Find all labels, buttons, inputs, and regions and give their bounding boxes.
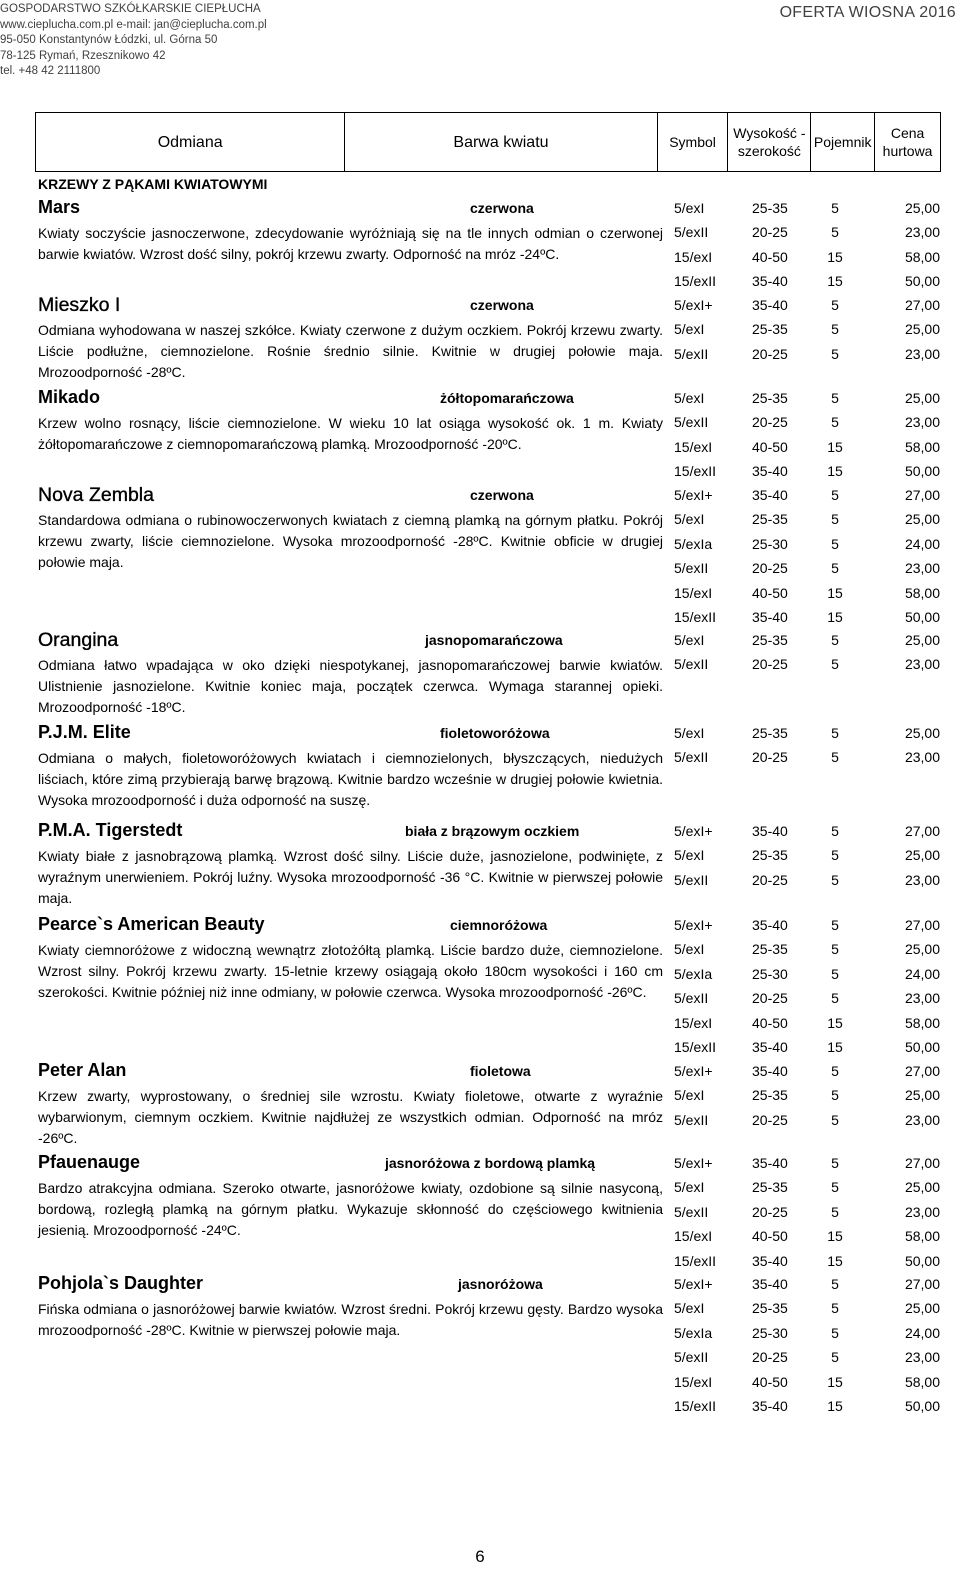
pot-cell: 15: [827, 584, 843, 601]
price-cell: 23,00: [904, 1111, 940, 1128]
price-options: [672, 484, 944, 630]
price-row: [672, 1273, 944, 1297]
height-cell: 20-25: [752, 414, 788, 431]
variety-description: Fińska odmiana o jasnoróżowej barwie kwiatów. Wzrost średni. Pokrój krzewu gęsty. Bardzo wysoka mrozoodporność -28ºC. Kwitnie w pierwszej połowie maja.: [38, 1301, 663, 1338]
price-row: [672, 270, 944, 294]
height-cell: 20-25: [752, 871, 788, 888]
price-cell: 25,00: [904, 847, 940, 864]
variety-description: Odmiana o małych, fioletoworóżowych kwiatach i ciemnozielonych, błyszczących, niedużych liściach, które zimą przybierają barwę brązową. Kwitnie bardzo wcześnie w drugiej połowie kwietnia. Wysoka mrozoodporność i duża odporność na suszę.: [38, 750, 663, 808]
height-cell: 25-35: [752, 941, 788, 958]
price-row: [672, 987, 944, 1011]
symbol-cell: 15/exI: [674, 1014, 713, 1031]
price-cell: 25,00: [904, 725, 940, 741]
symbol-cell: 15/exI: [674, 584, 713, 601]
flower-color: czerwona: [470, 487, 534, 503]
symbol-cell: 5/exI+: [674, 1063, 713, 1079]
flower-color: fioletoworóżowa: [440, 725, 550, 741]
price-options: [672, 629, 944, 678]
height-cell: 35-40: [752, 487, 788, 503]
price-options: [672, 722, 944, 771]
height-cell: 20-25: [752, 656, 788, 673]
symbol-cell: 15/exII: [674, 608, 717, 625]
price-cell: 58,00: [904, 1228, 940, 1245]
height-cell: 20-25: [752, 749, 788, 766]
offer-title: OFERTA WIOSNA 2016: [779, 4, 956, 21]
pot-cell: 5: [831, 1324, 839, 1341]
price-options: [672, 914, 944, 1060]
pot-cell: 5: [831, 414, 839, 431]
symbol-cell: 5/exI+: [674, 297, 713, 313]
price-cell: 25,00: [904, 1087, 940, 1104]
height-cell: 40-50: [752, 248, 788, 265]
pot-cell: 5: [831, 1300, 839, 1317]
price-row: [672, 246, 944, 270]
pot-cell: 5: [831, 511, 839, 528]
flower-color: żółtopomarańczowa: [440, 390, 574, 406]
price-cell: 23,00: [904, 871, 940, 888]
price-cell: 58,00: [904, 584, 940, 601]
symbol-cell: 5/exII: [674, 990, 709, 1007]
price-options: [672, 1152, 944, 1274]
price-cell: 27,00: [904, 297, 940, 313]
price-cell: 27,00: [904, 823, 940, 839]
height-cell: 40-50: [752, 1014, 788, 1031]
price-row: [672, 1395, 944, 1419]
price-row: [672, 869, 944, 893]
symbol-cell: 5/exI: [674, 941, 705, 958]
price-cell: 24,00: [904, 535, 940, 552]
price-row: [672, 1176, 944, 1200]
price-cell: 50,00: [904, 273, 940, 290]
variety-description: Krzew wolno rosnący, liście ciemnozielone. W wieku 10 lat osiąga wysokość ok. 1 m. Kwiaty żółtopomarańczowe z ciemnopomarańczową plamką. Mrozoodporność -20ºC.: [38, 415, 663, 452]
price-row: [672, 1371, 944, 1395]
height-cell: 25-30: [752, 535, 788, 552]
symbol-cell: 5/exI: [674, 632, 705, 648]
symbol-cell: 5/exII: [674, 414, 709, 431]
pot-cell: 15: [827, 608, 843, 625]
col-barwa: Barwa kwiatu: [345, 113, 657, 171]
pot-cell: 5: [831, 535, 839, 552]
price-row: [672, 1250, 944, 1274]
price-cell: 24,00: [904, 965, 940, 982]
variety-name: Mieszko I: [38, 294, 121, 316]
price-options: [672, 387, 944, 485]
symbol-cell: 5/exII: [674, 749, 709, 766]
pot-cell: 15: [827, 1038, 843, 1055]
height-cell: 25-35: [752, 390, 788, 406]
symbol-cell: 5/exI+: [674, 823, 713, 839]
pot-cell: 5: [831, 345, 839, 362]
variety-description: Krzew zwarty, wyprostowany, o średniej sile wzrostu. Kwiaty fioletowe, otwarte z wyraźnie wybarwionym, ciemnym oczkiem. Kwitnie najdłużej ze wszystkich odmian. Odporność na mróz -26ºC.: [38, 1088, 663, 1146]
price-row: [672, 1225, 944, 1249]
height-cell: 25-35: [752, 200, 788, 216]
variety-name: Nova Zembla: [38, 484, 154, 506]
pot-cell: 5: [831, 871, 839, 888]
price-row: [672, 582, 944, 606]
variety-name: Orangina: [38, 629, 119, 651]
pot-cell: 15: [827, 438, 843, 455]
price-cell: 50,00: [904, 1397, 940, 1414]
pot-cell: 15: [827, 248, 843, 265]
price-cell: 58,00: [904, 1373, 940, 1390]
price-row: [672, 629, 944, 653]
variety-name: Mikado: [38, 387, 101, 407]
price-cell: 23,00: [904, 1203, 940, 1220]
price-cell: 23,00: [904, 1349, 940, 1366]
price-cell: 50,00: [904, 1252, 940, 1269]
pot-cell: 5: [831, 656, 839, 673]
pot-cell: 5: [831, 1087, 839, 1104]
pot-cell: 5: [831, 321, 839, 338]
flower-color: czerwona: [470, 200, 534, 216]
price-cell: 25,00: [904, 632, 940, 648]
height-cell: 35-40: [752, 608, 788, 625]
price-row: [672, 436, 944, 460]
pot-cell: 5: [831, 965, 839, 982]
variety-description: Standardowa odmiana o rubinowoczerwonych kwiatach z ciemną plamką na górnym płatku. Pokrój krzewu zwarty, liście ciemnozielone. Wysoka mrozoodporność -28ºC. Kwitnie obficie w drugiej połowie maja.: [38, 512, 663, 570]
price-row: [672, 387, 944, 411]
pot-cell: 5: [831, 487, 839, 503]
symbol-cell: 5/exI: [674, 1087, 705, 1104]
variety-description: Kwiaty soczyście jasnoczerwone, zdecydowanie wyróżniają się na tle innych odmian o czerwonej barwie kwiatów. Wzrost dość silny, pokrój krzewu zwarty. Odporność na mróz -24ºC.: [38, 225, 663, 262]
symbol-cell: 5/exII: [674, 1203, 709, 1220]
height-cell: 40-50: [752, 438, 788, 455]
price-row: [672, 508, 944, 532]
price-cell: 27,00: [904, 917, 940, 933]
price-row: [672, 460, 944, 484]
height-cell: 35-40: [752, 1252, 788, 1269]
pot-cell: 15: [827, 1397, 843, 1414]
height-cell: 35-40: [752, 297, 788, 313]
price-cell: 23,00: [904, 224, 940, 241]
price-cell: 24,00: [904, 1324, 940, 1341]
col-wysokosc: [728, 113, 811, 171]
pot-cell: 5: [831, 1349, 839, 1366]
height-cell: 35-40: [752, 823, 788, 839]
symbol-cell: 5/exI: [674, 511, 705, 528]
price-row: [672, 221, 944, 245]
price-cell: 25,00: [904, 1300, 940, 1317]
price-row: [672, 294, 944, 318]
variety-description: Bardzo atrakcyjna odmiana. Szeroko otwarte, jasnoróżowe kwiaty, ozdobione są silnie nasyconą, bordową, rozległą plamką na górnym płatku. Wykazuje skłonność do częściowego kwitnienia jesienią. Mrozoodporność -24ºC.: [38, 1180, 663, 1238]
price-row: [672, 914, 944, 938]
height-cell: 25-35: [752, 321, 788, 338]
price-row: [672, 484, 944, 508]
price-row: [672, 1152, 944, 1176]
price-options: [672, 1273, 944, 1419]
company-name: GOSPODARSTWO SZKÓŁKARSKIE CIEPŁUCHA: [0, 3, 261, 15]
symbol-cell: 5/exI+: [674, 1276, 713, 1292]
company-web-email: www.cieplucha.com.pl e-mail: jan@cieplucha.com.pl: [0, 18, 267, 31]
price-cell: 27,00: [904, 1063, 940, 1079]
col-odmiana: Odmiana: [36, 113, 345, 171]
height-cell: 35-40: [752, 1155, 788, 1171]
height-cell: 40-50: [752, 584, 788, 601]
col-cena: [875, 113, 940, 171]
height-cell: 25-35: [752, 725, 788, 741]
pot-cell: 5: [831, 200, 839, 216]
pot-cell: 5: [831, 297, 839, 313]
symbol-cell: 5/exII: [674, 560, 709, 577]
pot-cell: 5: [831, 990, 839, 1007]
pot-cell: 5: [831, 725, 839, 741]
price-row: [672, 653, 944, 677]
pot-cell: 5: [831, 1063, 839, 1079]
pot-cell: 15: [827, 273, 843, 290]
price-row: [672, 820, 944, 844]
price-row: [672, 557, 944, 581]
height-cell: 20-25: [752, 1349, 788, 1366]
pot-cell: 5: [831, 749, 839, 766]
pot-cell: 5: [831, 560, 839, 577]
price-row: [672, 1322, 944, 1346]
symbol-cell: 5/exI: [674, 725, 705, 741]
pot-cell: 5: [831, 1155, 839, 1171]
price-row: [672, 844, 944, 868]
col-pojemnik: Pojemnik: [811, 113, 875, 171]
col-wysokosc-line2: szerokość: [737, 143, 801, 159]
height-cell: 35-40: [752, 1397, 788, 1414]
pot-cell: 5: [831, 1203, 839, 1220]
price-cell: 25,00: [904, 321, 940, 338]
price-cell: 23,00: [904, 749, 940, 766]
symbol-cell: 5/exII: [674, 345, 709, 362]
symbol-cell: 5/exI: [674, 200, 705, 216]
price-row: [672, 1297, 944, 1321]
height-cell: 40-50: [752, 1373, 788, 1390]
height-cell: 25-35: [752, 847, 788, 864]
column-header-table: [35, 112, 941, 172]
symbol-cell: 5/exIa: [674, 965, 713, 982]
symbol-cell: 5/exI+: [674, 917, 713, 933]
symbol-cell: 5/exIa: [674, 1324, 713, 1341]
pot-cell: 5: [831, 632, 839, 648]
pot-cell: 5: [831, 941, 839, 958]
symbol-cell: 15/exI: [674, 438, 713, 455]
price-row: [672, 722, 944, 746]
price-row: [672, 1109, 944, 1133]
col-symbol: Symbol: [658, 113, 729, 171]
height-cell: 20-25: [752, 345, 788, 362]
price-cell: 50,00: [904, 608, 940, 625]
price-cell: 23,00: [904, 560, 940, 577]
variety-name: Pfauenauge: [38, 1152, 141, 1172]
symbol-cell: 15/exI: [674, 1228, 713, 1245]
price-row: [672, 606, 944, 630]
flower-color: ciemnoróżowa: [450, 917, 548, 933]
pot-cell: 5: [831, 224, 839, 241]
pot-cell: 5: [831, 1111, 839, 1128]
price-options: [672, 820, 944, 893]
pot-cell: 15: [827, 463, 843, 480]
price-row: [672, 963, 944, 987]
symbol-cell: 5/exIa: [674, 535, 713, 552]
symbol-cell: 5/exI: [674, 1179, 705, 1196]
height-cell: 35-40: [752, 1038, 788, 1055]
symbol-cell: 5/exII: [674, 871, 709, 888]
height-cell: 20-25: [752, 560, 788, 577]
flower-color: biała z brązowym oczkiem: [405, 823, 580, 839]
symbol-cell: 15/exII: [674, 1397, 717, 1414]
variety-name: P.M.A. Tigerstedt: [38, 820, 183, 840]
price-cell: 58,00: [904, 248, 940, 265]
price-row: [672, 1084, 944, 1108]
pot-cell: 15: [827, 1252, 843, 1269]
height-cell: 35-40: [752, 1063, 788, 1079]
symbol-cell: 5/exI: [674, 847, 705, 864]
symbol-cell: 15/exI: [674, 248, 713, 265]
price-row: [672, 197, 944, 221]
company-header: [0, 2, 267, 80]
pot-cell: 15: [827, 1014, 843, 1031]
company-address-2: 78-125 Rymań, Rzesznikowo 42: [0, 49, 166, 62]
price-cell: 23,00: [904, 345, 940, 362]
flower-color: fioletowa: [470, 1063, 531, 1079]
symbol-cell: 15/exII: [674, 273, 717, 290]
price-options: [672, 294, 944, 367]
variety-description: Odmiana wyhodowana w naszej szkółce. Kwiaty czerwone z dużym oczkiem. Pokrój krzewu zwarty. Liście podłużne, ciemnozielone. Rośnie średnio silnie. Kwitnie w drugiej połowie maja. Mrozoodporność -28ºC.: [38, 322, 663, 380]
price-row: [672, 1036, 944, 1060]
symbol-cell: 5/exII: [674, 1111, 709, 1128]
pot-cell: 5: [831, 917, 839, 933]
variety-description: Odmiana łatwo wpadająca w oko dzięki niespotykanej, jasnopomarańczowej barwie kwiatów. Ulistnienie jasnozielone. Kwitnie koniec maja, początek czerwca. Wymaga starannej opieki. Mrozoodporność -18ºC.: [38, 657, 663, 715]
pot-cell: 5: [831, 1179, 839, 1196]
variety-name: Mars: [38, 197, 81, 217]
height-cell: 25-30: [752, 1324, 788, 1341]
height-cell: 25-35: [752, 1087, 788, 1104]
price-cell: 58,00: [904, 1014, 940, 1031]
price-row: [672, 746, 944, 770]
price-cell: 25,00: [904, 941, 940, 958]
symbol-cell: 15/exII: [674, 463, 717, 480]
price-cell: 50,00: [904, 463, 940, 480]
symbol-cell: 5/exII: [674, 1349, 709, 1366]
symbol-cell: 5/exII: [674, 224, 709, 241]
company-phone: tel. +48 42 2111800: [0, 65, 101, 77]
height-cell: 25-30: [752, 965, 788, 982]
flower-color: jasnoróżowa: [458, 1276, 543, 1292]
height-cell: 25-35: [752, 1179, 788, 1196]
price-cell: 50,00: [904, 1038, 940, 1055]
price-cell: 25,00: [904, 200, 940, 216]
symbol-cell: 5/exII: [674, 656, 709, 673]
height-cell: 25-35: [752, 511, 788, 528]
price-cell: 25,00: [904, 390, 940, 406]
price-cell: 23,00: [904, 990, 940, 1007]
symbol-cell: 5/exI+: [674, 1155, 713, 1171]
price-cell: 25,00: [904, 511, 940, 528]
variety-description: Kwiaty ciemnoróżowe z widoczną wewnątrz złotożółtą plamką. Liście bardzo duże, ciemnozielone. Wzrost silny. Pokrój krzewu zwarty. 15-letnie krzewy osiągają około 180cm wysokości i 160 cm szerokości. Kwitnie później niż inne odmiany, w połowie czerwca. Wysoka mrozoodporność -26ºC.: [38, 942, 663, 1000]
height-cell: 35-40: [752, 1276, 788, 1292]
price-cell: 27,00: [904, 1276, 940, 1292]
price-cell: 23,00: [904, 656, 940, 673]
variety-name: Peter Alan: [38, 1060, 127, 1080]
variety-name: Pohjola`s Daughter: [38, 1273, 204, 1293]
price-row: [672, 533, 944, 557]
variety-name: P.J.M. Elite: [38, 722, 131, 742]
price-row: [672, 1060, 944, 1084]
symbol-cell: 15/exII: [674, 1252, 717, 1269]
price-row: [672, 1346, 944, 1370]
page-number: 6: [475, 1547, 485, 1566]
pot-cell: 5: [831, 390, 839, 406]
price-row: [672, 1201, 944, 1225]
height-cell: 35-40: [752, 917, 788, 933]
height-cell: 20-25: [752, 1203, 788, 1220]
height-cell: 25-35: [752, 1300, 788, 1317]
height-cell: 40-50: [752, 1228, 788, 1245]
company-address-1: 95-050 Konstantynów Łódzki, ul. Górna 50: [0, 34, 218, 46]
price-row: [672, 318, 944, 342]
height-cell: 20-25: [752, 224, 788, 241]
section-title: KRZEWY Z PĄKAMI KWIATOWYMI: [38, 176, 268, 192]
variety-name: Pearce`s American Beauty: [38, 914, 265, 934]
pot-cell: 5: [831, 823, 839, 839]
height-cell: 20-25: [752, 1111, 788, 1128]
price-cell: 23,00: [904, 414, 940, 431]
flower-color: czerwona: [470, 297, 534, 313]
price-cell: 25,00: [904, 1179, 940, 1196]
pot-cell: 15: [827, 1228, 843, 1245]
symbol-cell: 5/exI: [674, 1300, 705, 1317]
pot-cell: 5: [831, 847, 839, 864]
price-row: [672, 411, 944, 435]
price-cell: 58,00: [904, 438, 940, 455]
flower-color: jasnopomarańczowa: [425, 632, 563, 648]
col-cena-line1: Cena: [890, 125, 925, 141]
height-cell: 25-35: [752, 632, 788, 648]
price-options: [672, 197, 944, 295]
symbol-cell: 5/exI: [674, 321, 705, 338]
symbol-cell: 5/exI: [674, 390, 705, 406]
col-cena-line2: hurtowa: [882, 143, 933, 159]
symbol-cell: 5/exI+: [674, 487, 713, 503]
price-row: [672, 1012, 944, 1036]
price-row: [672, 938, 944, 962]
pot-cell: 15: [827, 1373, 843, 1390]
symbol-cell: 15/exI: [674, 1373, 713, 1390]
height-cell: 35-40: [752, 273, 788, 290]
height-cell: 35-40: [752, 463, 788, 480]
price-row: [672, 343, 944, 367]
price-options: [672, 1060, 944, 1133]
pot-cell: 5: [831, 1276, 839, 1292]
price-cell: 27,00: [904, 487, 940, 503]
height-cell: 20-25: [752, 990, 788, 1007]
flower-color: jasnoróżowa z bordową plamką: [385, 1155, 596, 1171]
col-wysokosc-line1: Wysokość -: [733, 125, 806, 141]
variety-description: Kwiaty białe z jasnobrązową plamką. Wzrost dość silny. Liście duże, jasnozielone, podwinięte, z wyraźnym unerwieniem. Pokrój luźny. Wysoka mrozoodporność -36 °C. Kwitnie w pierwszej połowie maja.: [38, 848, 663, 906]
price-cell: 27,00: [904, 1155, 940, 1171]
symbol-cell: 15/exII: [674, 1038, 717, 1055]
